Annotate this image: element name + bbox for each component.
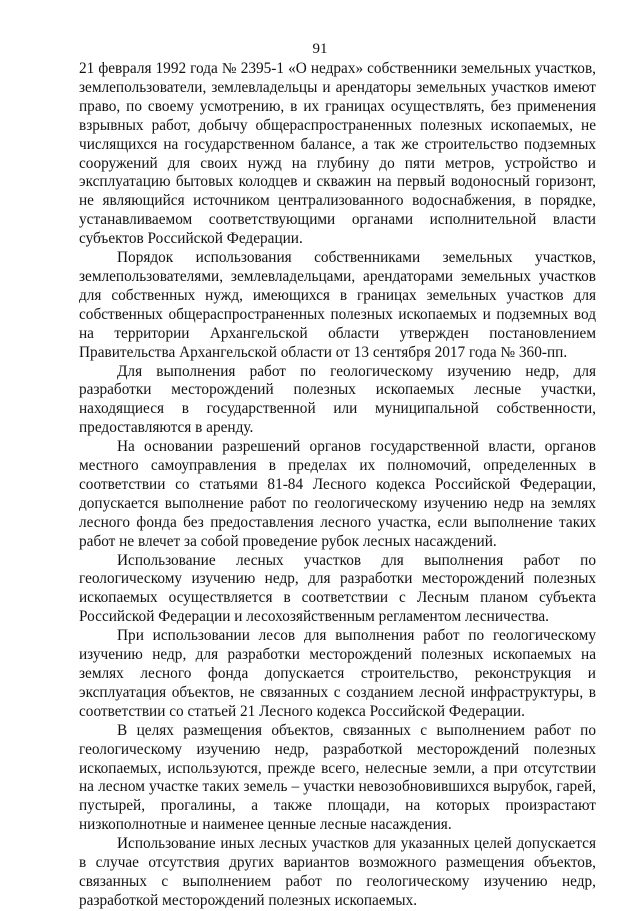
paragraph: Использование иных лесных участков для указанных целей допускается в случае отсутствия других вариантов возможного размещения объектов, связанных с выполнением работ по геологическому изучению недр, разработкой месторождений полезных ископаемых. bbox=[79, 835, 596, 909]
body-text bbox=[79, 60, 596, 911]
paragraph: При использовании лесов для выполнения работ по геологическому изучению недр, для разработки месторождений полезных ископаемых на землях лесного фонда допускается строительство, реконструкция и эксплуатация объектов, не связанных с созданием лесной инфраструктуры, в соответствии со статьей 21 Лесного кодекса Российской Федерации. bbox=[79, 627, 596, 720]
paragraph: Для выполнения работ по геологическому изучению недр, для разработки месторождений полезных ископаемых лесные участки, находящиеся в государственной или муниципальной собственности, предоставляются в аренду. bbox=[79, 362, 596, 437]
paragraph: В целях размещения объектов, связанных с выполнением работ по геологическому изучению недр, разработкой месторождений полезных ископаемых, используются, прежде всего, нелесные земли, а при отсутствии на лесном участке таких земель – участки невозобновившихся вырубок, гарей, пустырей, прогалины, а также площади, на которых произрастают низкополнотные и наименее ценные лесные насаждения. bbox=[79, 721, 596, 834]
paragraph: Использование лесных участков для выполнения работ по геологическому изучению недр, для разработки месторождений полезных ископаемых осуществляется в соответствии с Лесным планом субъекта Российской Федерации и лесохозяйственным регламентом лесничества. bbox=[79, 551, 596, 626]
page-number: 91 bbox=[312, 41, 328, 57]
paragraph: Порядок использования собственниками земельных участков, землепользователями, землевладельцами, арендаторами земельных участков для собственных нужд, имеющихся в границах земельных участков для собственных общераспространенных полезных ископаемых и подземных вод на территории Архангельской области утвержден постановлением Правительства Архангельской области от 13 сентября 2017 года № 360-пп. bbox=[79, 249, 596, 361]
paragraph-continuation: 21 февраля 1992 года № 2395-1 «О недрах» собственники земельных участков, землепользователи, землевладельцы и арендаторы земельных участков имеют право, по своему усмотрению, в их границах осуществлять, без применения взрывных работ, добычу общераспространенных полезных ископаемых, не числящихся на государственном балансе, а так же строительство подземных сооружений для своих нужд на глубину до пяти метров, устройство и эксплуатацию бытовых колодцев и скважин на первый водоносный горизонт, не являющийся источником централизованного водоснабжения, в порядке, устанавливаемом соответствующими органами исполнительной власти субъектов Российской Федерации. bbox=[79, 60, 596, 248]
paragraph: На основании разрешений органов государственной власти, органов местного самоуправления в пределах их полномочий, определенных в соответствии со статьями 81-84 Лесного кодекса Российской Федерации, допускается выполнение работ по геологическому изучению недр на землях лесного фонда без предоставления лесного участка, если выполнение таких работ не влечет за собой проведение рубок лесных насаждений. bbox=[79, 438, 596, 550]
